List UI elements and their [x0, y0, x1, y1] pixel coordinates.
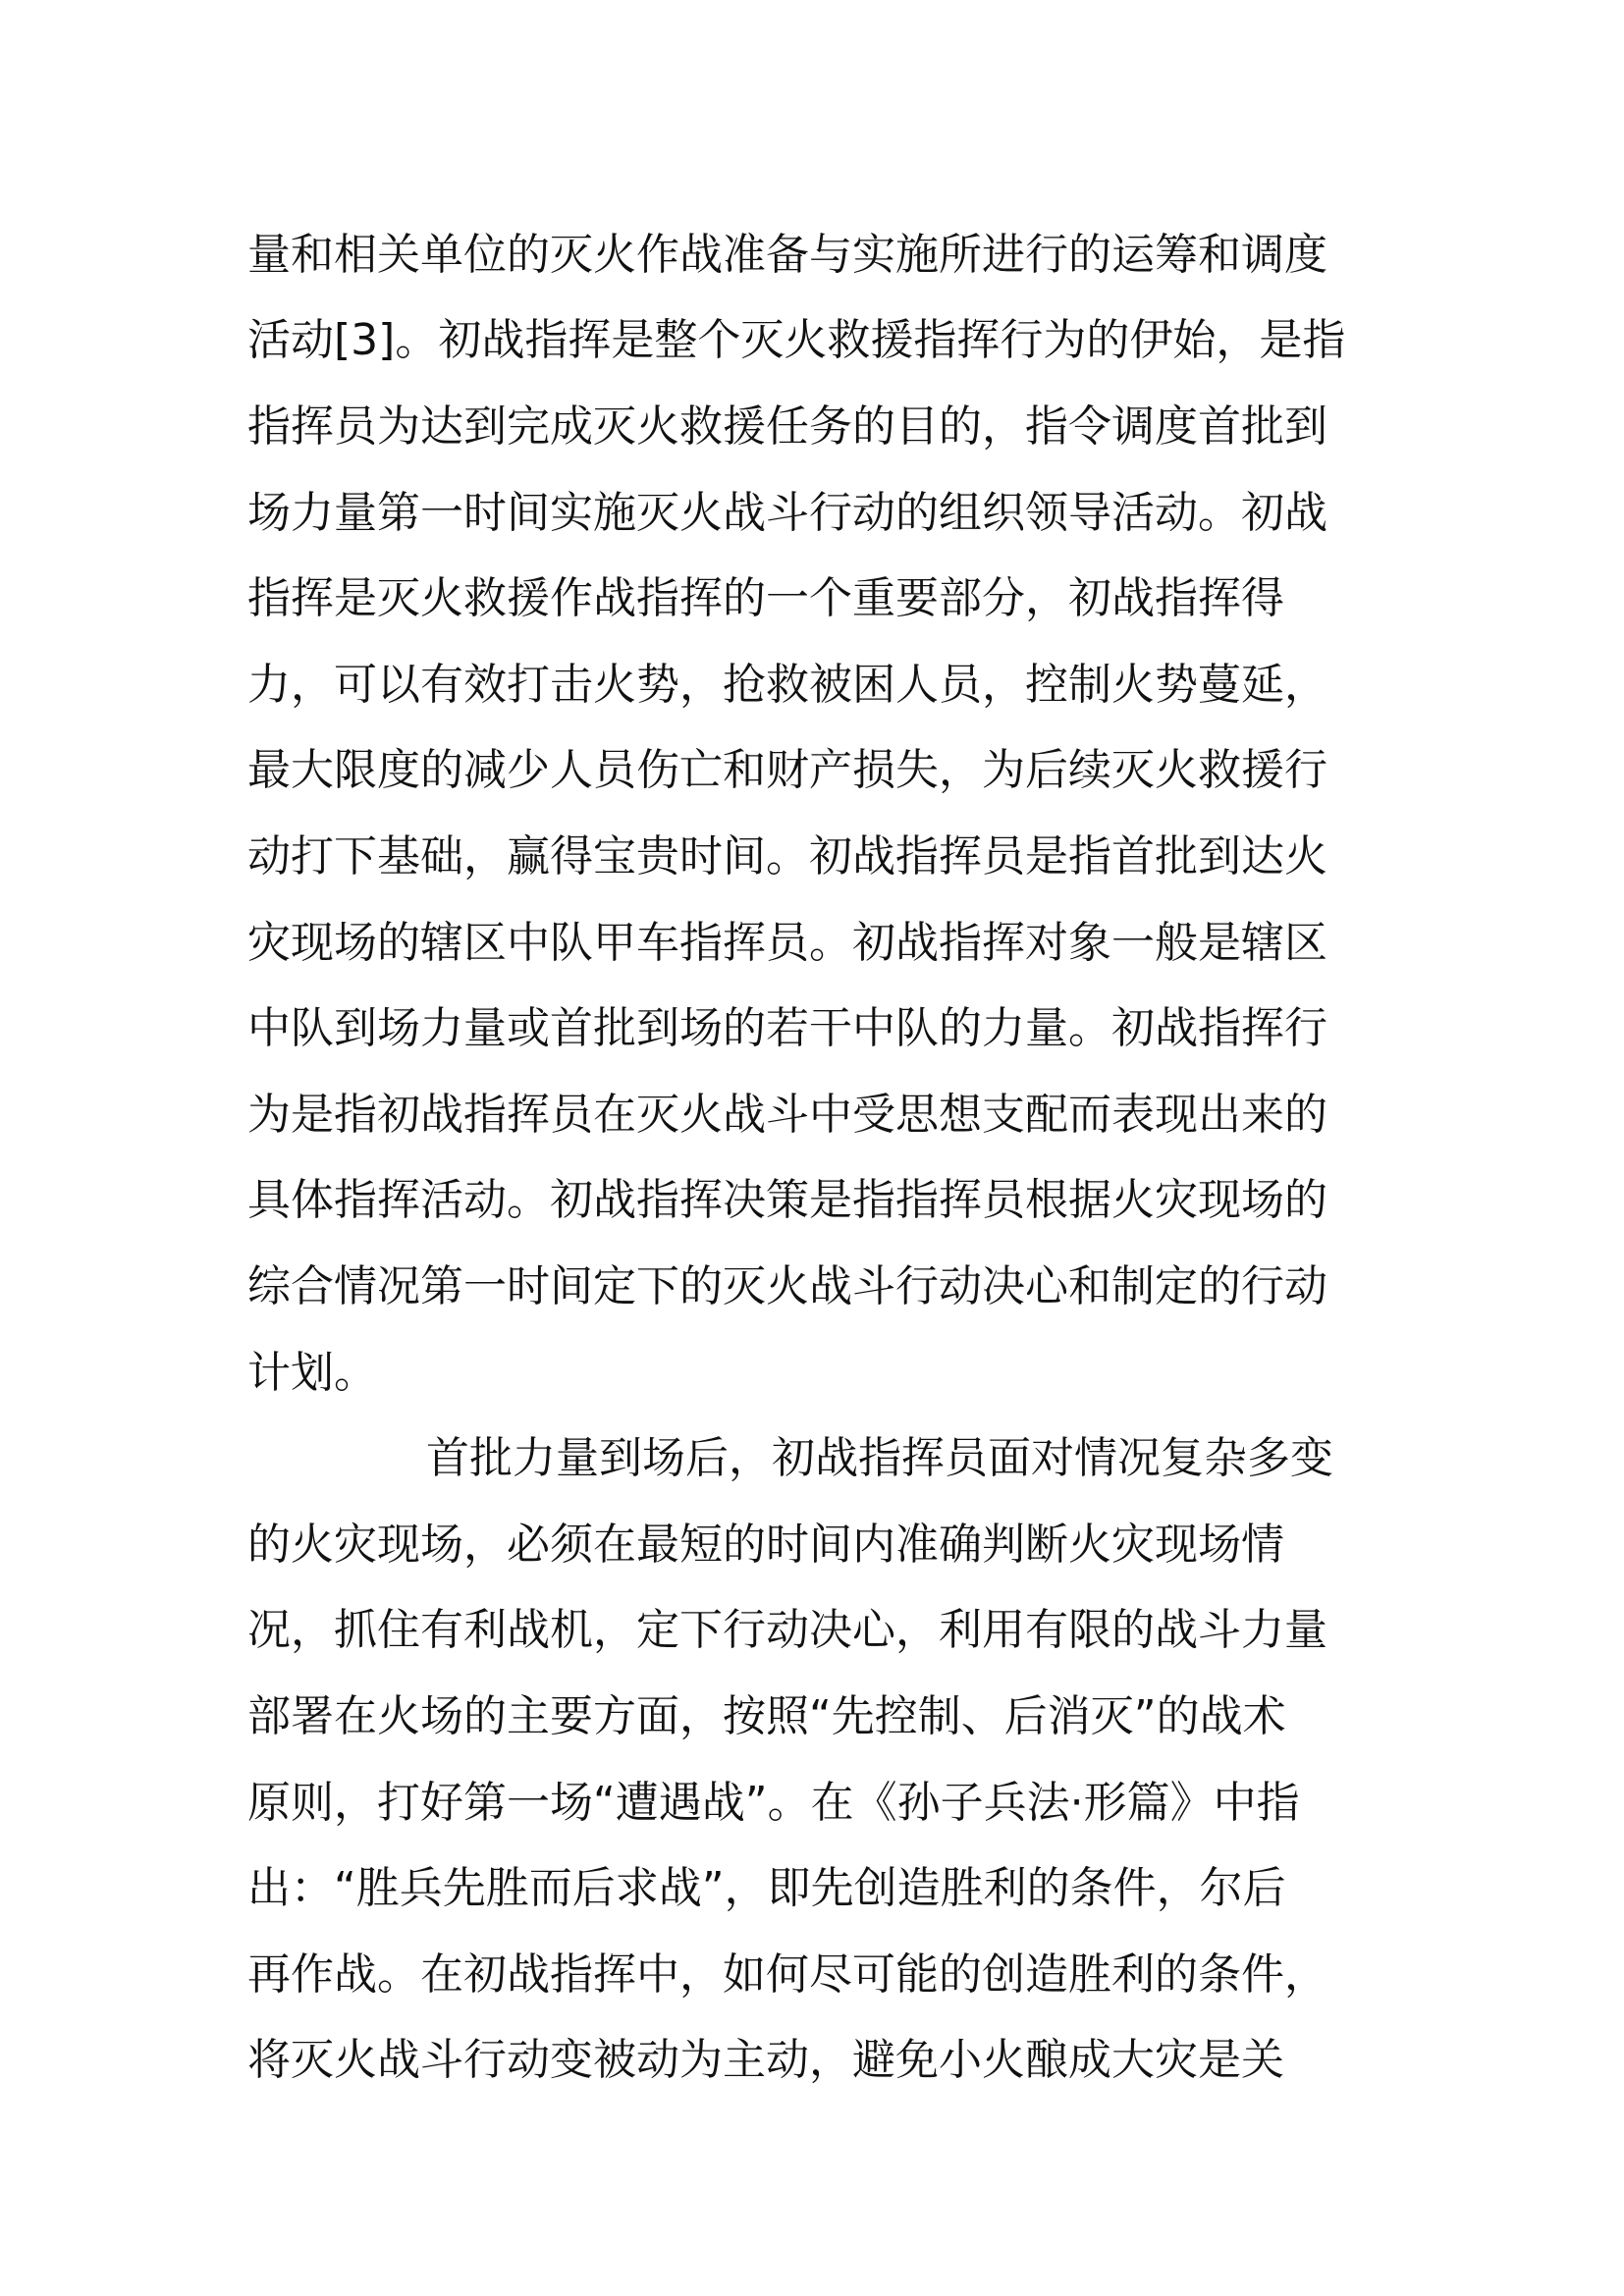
- paragraph-1-line-5: 指挥是灭火救援作战指挥的一个重要部分，初战指挥得: [247, 573, 1284, 623]
- paragraph-1-line-1: 量和相关单位的灭火作战准备与实施所进行的运筹和调度: [247, 230, 1327, 280]
- paragraph-2-line-4: 部署在火场的主要方面，按照“先控制、后消灭”的战术: [247, 1691, 1286, 1741]
- paragraph-1-line-3: 指挥员为达到完成灭火救援任务的目的，指令调度首批到: [247, 401, 1327, 452]
- paragraph-2-line-3: 况，抓住有利战机，定下行动决心，利用有限的战斗力量: [247, 1605, 1327, 1655]
- paragraph-1-line-10: 中队到场力量或首批到场的若干中队的力量。初战指挥行: [247, 1003, 1327, 1053]
- paragraph-1-line-4: 场力量第一时间实施灭火战斗行动的组织领导活动。初战: [247, 488, 1327, 538]
- paragraph-2-line-5: 原则，打好第一场“遭遇战”。在《孙子兵法·形篇》中指: [247, 1778, 1300, 1828]
- paragraph-2-line-2: 的火灾现场，必须在最短的时间内准确判断火灾现场情: [247, 1520, 1284, 1570]
- paragraph-2-line-6: 出：“胜兵先胜而后求战”，即先创造胜利的条件，尔后: [247, 1863, 1286, 1913]
- paragraph-1-line-12: 具体指挥活动。初战指挥决策是指指挥员根据火灾现场的: [247, 1175, 1327, 1225]
- paragraph-1-line-13: 综合情况第一时间定下的灭火战斗行动决心和制定的行动: [247, 1261, 1327, 1311]
- paragraph-2-line-1: 首批力量到场后，初战指挥员面对情况复杂多变: [426, 1433, 1333, 1483]
- paragraph-1-line-8: 动打下基础，赢得宝贵时间。初战指挥员是指首批到达火: [247, 831, 1327, 881]
- paragraph-2-line-7: 再作战。在初战指挥中，如何尽可能的创造胜利的条件，: [247, 1949, 1327, 2000]
- paragraph-1-line-7: 最大限度的减少人员伤亡和财产损失，为后续灭火救援行: [247, 745, 1327, 795]
- paragraph-1-line-2: 活动[3]。初战指挥是整个灭火救援指挥行为的伊始，是指: [247, 315, 1346, 365]
- paragraph-1-line-11: 为是指初战指挥员在灭火战斗中受思想支配而表现出来的: [247, 1090, 1327, 1140]
- paragraph-1-line-6: 力，可以有效打击火势，抢救被困人员，控制火势蔓延，: [247, 660, 1327, 710]
- paragraph-1-line-14: 计划。: [247, 1348, 377, 1398]
- paragraph-2-line-8: 将灭火战斗行动变被动为主动，避免小火酿成大灾是关: [247, 2035, 1284, 2085]
- paragraph-1-line-9: 灾现场的辖区中队甲车指挥员。初战指挥对象一般是辖区: [247, 918, 1327, 968]
